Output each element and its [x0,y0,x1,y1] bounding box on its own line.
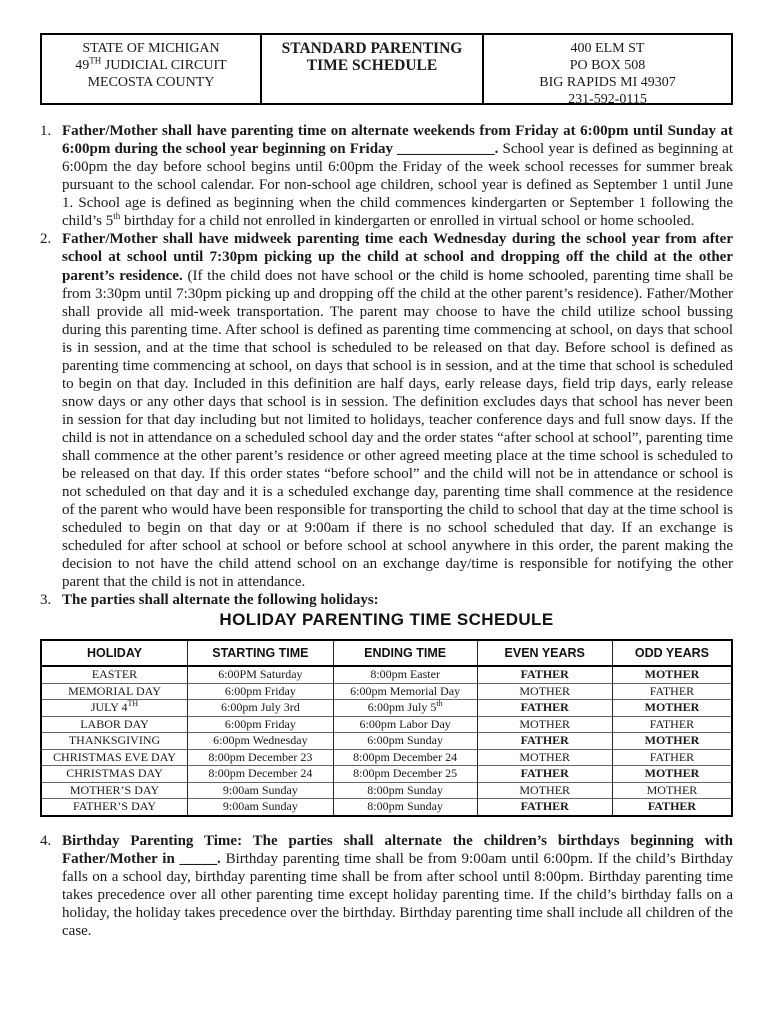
document-content [40,33,733,940]
even-years-cell: FATHER [477,799,612,816]
blank-underline: _____________ [397,141,495,157]
holiday-cell: EASTER [41,666,187,683]
even-years-cell: FATHER [477,766,612,783]
numbered-paragraphs [40,122,733,940]
court-line-3: MECOSTA COUNTY [87,75,215,90]
even-years-cell: MOTHER [477,716,612,733]
text-run: birthday for a child not enrolled in kindergarten or enrolled in virtual school or home schooled. [120,213,695,229]
item-text [62,832,733,940]
starting-time-cell: 6:00pm Friday [187,683,333,700]
column-header-1: HOLIDAY [41,640,187,666]
bold-run: Father/Mother shall have midweek parenting time each Wednesday during the school year from after school at school until 7:30pm picking up the child at school and dropping off the child at the other parent’s residence. [62,231,733,284]
list-item-4 [40,832,733,940]
column-header-2: STARTING TIME [187,640,333,666]
odd-years-cell: MOTHER [612,666,732,683]
table-row [41,766,732,783]
ending-time-cell: 6:00pm July 5th [333,700,477,717]
odd-years-cell: MOTHER [612,733,732,750]
court-line-1: STATE OF MICHIGAN [82,41,220,56]
item-number: 1. [40,123,52,139]
item-text [62,230,733,591]
bold-run: The parties shall alternate the following holidays: [62,592,379,608]
column-header-5: ODD YEARS [612,640,732,666]
letterhead-address-cell [484,35,731,107]
ending-time-cell: 8:00pm Easter [333,666,477,683]
text-run: (If the child does not have school [187,268,399,284]
document-title-line-2: TIME SCHEDULE [306,57,438,74]
item-number: 2. [40,231,52,247]
column-header-3: ENDING TIME [333,640,477,666]
even-years-cell: MOTHER [477,749,612,766]
holiday-parenting-table [40,639,733,817]
court-line-2 [42,57,260,74]
even-years-cell: FATHER [477,700,612,717]
table-row [41,733,732,750]
holiday-cell: CHRISTMAS DAY [41,766,187,783]
document-title-line-1: STANDARD PARENTING [281,40,463,57]
starting-time-cell: 6:00pm July 3rd [187,700,333,717]
table-row [41,749,732,766]
starting-time-cell: 9:00am Sunday [187,782,333,799]
list-item-1 [40,122,733,230]
text-run: Birthday parenting time shall be from 9:00am until 6:00pm. If the child’s Birthday falls on a school day, birthday parenting time shall be from after school until 8:00pm. Birthday parenting time takes precedence over all other parenting time except holiday parenting time. If the child’s birthday falls on a holiday, the holiday takes precedence over the birthday. Birthday parenting time shall include all children of the case. [62,850,733,939]
table-row [41,782,732,799]
holiday-cell: JULY 4TH [41,700,187,717]
item-number: 4. [40,832,52,849]
table-row [41,683,732,700]
starting-time-cell: 6:00pm Friday [187,716,333,733]
blank-underline: _____ [179,850,218,867]
ordinal-superscript: TH [89,55,102,66]
inserted-sans-text: or the child is home schooled [398,267,585,283]
document-title [260,35,484,103]
table-row [41,799,732,816]
ending-time-cell: 8:00pm December 24 [333,749,477,766]
ordinal-superscript: th [436,699,443,708]
letterhead-court-cell [42,35,260,103]
starting-time-cell: 8:00pm December 24 [187,766,333,783]
odd-years-cell: MOTHER [612,700,732,717]
bold-run: . [217,850,226,867]
holiday-cell: LABOR DAY [41,716,187,733]
odd-years-cell: MOTHER [612,766,732,783]
even-years-cell: MOTHER [477,683,612,700]
holiday-table-title: HOLIDAY PARENTING TIME SCHEDULE [219,610,554,629]
holiday-cell: MEMORIAL DAY [41,683,187,700]
column-header-4: EVEN YEARS [477,640,612,666]
item-number: 3. [40,592,52,608]
table-row [41,716,732,733]
list-item-3 [40,591,733,609]
address-line: PO BOX 508 [569,58,646,73]
starting-time-cell: 6:00pm Wednesday [187,733,333,750]
even-years-cell: MOTHER [477,782,612,799]
odd-years-cell: FATHER [612,716,732,733]
holiday-cell: THANKSGIVING [41,733,187,750]
ending-time-cell: 8:00pm Sunday [333,782,477,799]
text-run: School year is defined as beginning at 6:00pm the day before school begins until 6:00pm the Friday of the week school recesses for summer break pursuant to the school calendar. For non-school age children, school year is defined as September 1 until June 1. School age is defined as beginning when the child commences kindergarten or September 1 following the child’s 5 [62,141,734,229]
ending-time-cell: 6:00pm Memorial Day [333,683,477,700]
odd-years-cell: MOTHER [612,782,732,799]
phone-number: 231-592-0115 [568,92,647,107]
holiday-cell: FATHER’S DAY [41,799,187,816]
starting-time-cell: 9:00am Sunday [187,799,333,816]
item-text [62,591,733,609]
address-line: BIG RAPIDS MI 49307 [539,75,676,90]
holiday-cell: CHRISTMAS EVE DAY [41,749,187,766]
table-header-row [41,640,732,666]
starting-time-cell: 6:00PM Saturday [187,666,333,683]
ending-time-cell: 8:00pm December 25 [333,766,477,783]
ending-time-cell: 6:00pm Labor Day [333,716,477,733]
bold-run: Father/Mother shall have parenting time on alternate weekends from Friday at 6:00pm until Sunday at 6:00pm during the school year beginning on Friday [62,123,733,157]
even-years-cell: FATHER [477,733,612,750]
ordinal-superscript: th [113,211,121,221]
court-circuit-label: JUDICIAL CIRCUIT [101,58,227,73]
item-text [62,122,733,230]
list-item-2 [40,230,733,591]
table-row [41,666,732,683]
ordinal-superscript: TH [127,699,139,708]
bold-run: Birthday Parenting Time: The parties shall alternate the children’s birthdays beginning with Father/Mother in [62,832,733,867]
address-line: 400 ELM ST [570,41,645,56]
odd-years-cell: FATHER [612,749,732,766]
table-row [41,700,732,717]
bold-run: . [494,141,503,157]
odd-years-cell: FATHER [612,683,732,700]
even-years-cell: FATHER [477,666,612,683]
letterhead [40,33,733,105]
court-circuit-number: 49 [75,58,90,73]
odd-years-cell: FATHER [612,799,732,816]
ending-time-cell: 6:00pm Sunday [333,733,477,750]
starting-time-cell: 8:00pm December 23 [187,749,333,766]
holiday-cell: MOTHER’S DAY [41,782,187,799]
ending-time-cell: 8:00pm Sunday [333,799,477,816]
text-run: , parenting time shall be from 3:30pm until 7:30pm picking up and dropping off the child at the other parent’s residence). Father/Mother shall provide all mid-week transportation. The parent may choose to have the child utilize school bussing during this parenting time. After school is defined as parenting time commencing at school, on days that school is in session, and at the time that school is scheduled to be released on that day. Before school is defined as parenting time commencing at school, on days that school is in session, and at the time that school is scheduled to begin on that day. Included in this definition are half days, early release days, field trip days, early release snow days or any other days that school is in session. The definition excludes days that school has never been in session for that day including but not limited to holidays, teacher conference days and full snow days. If the child is not in attendance on a scheduled school day and the order states “after school at school”, parenting time shall commence at the other parent’s residence or other agreed meeting place at the time school is scheduled to be released on that day. If this order states “before school” and the child will not be in attendance or school is not scheduled on that day and it is a scheduled exchange day, parenting time shall commence at the residence of the parent who would have been responsible for transporting the child to school that day at the time school is scheduled to begin on that day or at 9:00am if there is no school scheduled that day. If an exchange is scheduled for after school at school or before school at school anywhere in this order, the parent making the decision to not have the child attend school on an exchange day/time is responsible for notifying the other parent that the child is not in attendance. [62,268,733,590]
